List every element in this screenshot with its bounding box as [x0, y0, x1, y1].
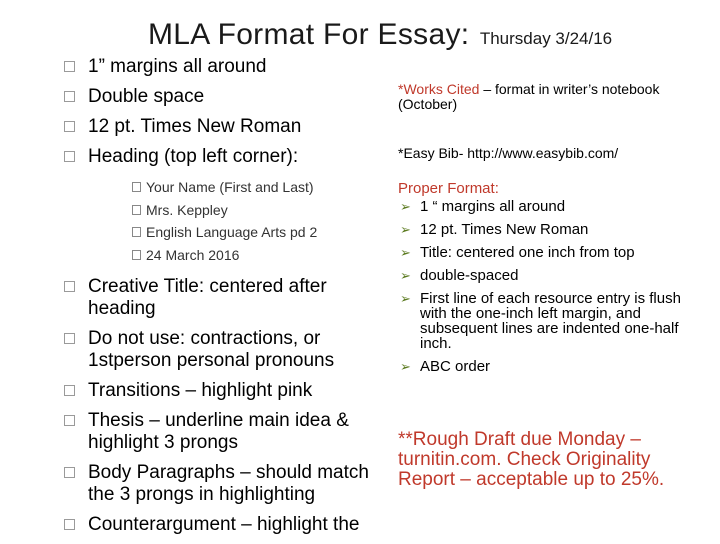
sub-item — [132, 176, 392, 199]
box-icon — [132, 205, 141, 215]
box-icon — [132, 250, 141, 260]
checkbox-icon — [64, 415, 75, 426]
checkbox-icon — [64, 519, 75, 530]
bullet-item — [62, 514, 392, 536]
right-column — [398, 82, 708, 382]
works-cited-label: *Works Cited — [398, 81, 480, 97]
works-cited-text: – format in writer’s notebook (October) — [398, 81, 660, 112]
title-main: MLA Format For Essay: — [148, 18, 470, 51]
proper-format-text: double-spaced — [420, 267, 519, 284]
bullet-text: Do not use: contractions, or 1stperson personal pronouns — [88, 328, 335, 371]
proper-format-text: Title: centered one inch from top — [420, 244, 635, 261]
checkbox-icon — [64, 121, 75, 132]
checkbox-icon — [64, 91, 75, 102]
bullet-text: 1” margins all around — [88, 56, 267, 77]
bullet-item — [62, 56, 392, 78]
bullet-text: Double space — [88, 86, 205, 107]
sub-text: Mrs. Keppley — [146, 201, 228, 218]
bullet-text: Transitions – highlight pink — [88, 380, 313, 401]
bullet-text: Body Paragraphs – should match the 3 prongs in highlighting — [88, 462, 369, 505]
bullet-item — [62, 462, 392, 506]
bullet-item — [62, 86, 392, 108]
checkbox-icon — [64, 467, 75, 478]
sub-text: Your Name (First and Last) — [146, 179, 314, 195]
sub-item — [132, 199, 392, 222]
easybib-note: *Easy Bib- http://www.easybib.com/ — [398, 145, 619, 161]
slide-title — [148, 18, 612, 52]
arrow-bullet-icon: ➢ — [400, 268, 411, 283]
proper-format-list — [398, 199, 708, 374]
bullet-item — [62, 276, 392, 320]
bullet-item — [62, 410, 392, 454]
proper-format-item — [398, 199, 708, 214]
checkbox-icon — [64, 151, 75, 162]
bullet-text: Creative Title: centered after heading — [88, 276, 327, 319]
proper-format-text: ABC order — [420, 358, 491, 375]
arrow-bullet-icon: ➢ — [400, 199, 411, 214]
bullet-text: 12 pt. Times New Roman — [88, 116, 302, 137]
checkbox-icon — [64, 61, 75, 72]
checkbox-icon — [64, 281, 75, 292]
sub-text: 24 March 2016 — [146, 246, 240, 263]
proper-format-item — [398, 222, 708, 237]
bullet-item — [62, 146, 392, 168]
proper-format-text: 12 pt. Times New Roman — [420, 221, 589, 238]
proper-format-item — [398, 268, 708, 283]
sub-item — [132, 221, 392, 244]
proper-format-text: First line of each resource entry is flush with the one-inch left margin, and subsequent lines are indented one-half inch. — [420, 290, 681, 352]
arrow-bullet-icon: ➢ — [400, 222, 411, 237]
proper-format-title: Proper Format: — [398, 180, 499, 197]
bullet-text: Thesis – underline main idea & highlight 3 prongs — [88, 410, 349, 453]
checkbox-icon — [64, 385, 75, 396]
rough-draft-note: **Rough Draft due Monday – turnitin.com. Check Originality Report – acceptable up to 25%. — [398, 429, 665, 490]
box-icon — [132, 182, 141, 192]
proper-format-item — [398, 245, 708, 260]
sub-text: English Language Arts pd 2 — [146, 224, 318, 240]
arrow-bullet-icon: ➢ — [400, 291, 411, 306]
bullet-text: Counterargument – highlight the — [88, 514, 360, 535]
proper-format-item — [398, 291, 708, 351]
heading-sublist — [132, 176, 392, 266]
bullet-item — [62, 116, 392, 138]
arrow-bullet-icon: ➢ — [400, 359, 411, 374]
proper-format-text: 1 “ margins all around — [420, 198, 566, 215]
works-cited-note — [398, 82, 708, 112]
bullet-item — [62, 328, 392, 372]
title-date: Thursday 3/24/16 — [479, 29, 613, 48]
box-icon — [132, 227, 141, 237]
bullet-text: Heading (top left corner): — [88, 146, 299, 167]
bullet-item — [62, 380, 392, 402]
checkbox-icon — [64, 333, 75, 344]
sub-item — [132, 244, 392, 267]
left-column — [62, 56, 392, 544]
proper-format-item — [398, 359, 708, 374]
arrow-bullet-icon: ➢ — [400, 245, 411, 260]
